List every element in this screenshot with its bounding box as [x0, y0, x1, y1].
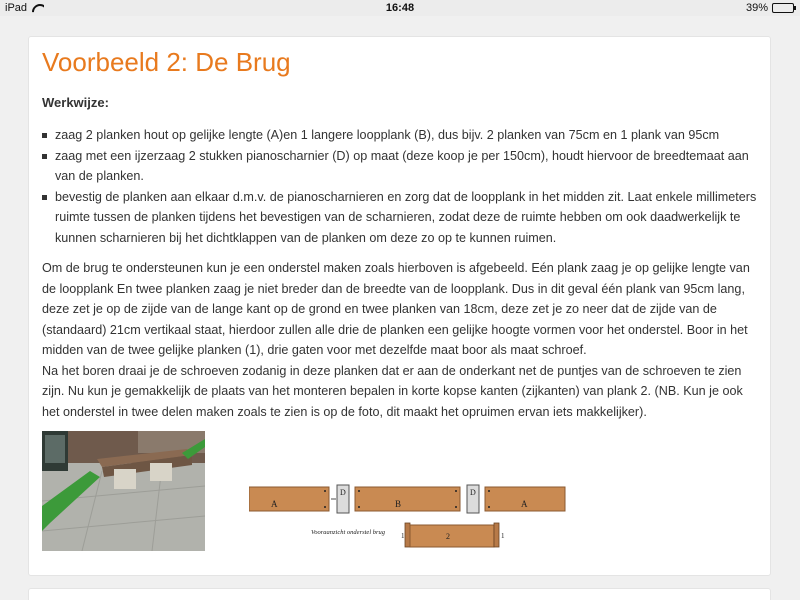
- status-time: 16:48: [385, 2, 415, 14]
- plank-a-right-label: A: [521, 499, 528, 509]
- section-heading: Werkwijze:: [42, 95, 109, 110]
- status-right: [746, 2, 794, 14]
- article-body: [42, 258, 762, 422]
- battery-percent: 39%: [745, 2, 768, 14]
- article-title: Voorbeeld 2: De Brug: [42, 47, 291, 77]
- paragraph: Na het boren draai je de schroeven zodanig in deze planken dat er aan de onderkant net de puntjes van de schroeven te zien zijn. Nu kun je gemakkelijk de plaats van het monteren bepalen in korte kopse kanten (zijkanten) van plank 2. (NB. Kun je ook het onderstel in twee delen maken zoals te zien is op de foto, dit maakt het opruimen ervan iets makkelijker).: [42, 363, 743, 419]
- bridge-diagram: [249, 477, 579, 549]
- side-left-label: 1: [401, 532, 405, 540]
- center-plank-label: 2: [446, 532, 450, 541]
- paragraph: Om de brug te ondersteunen kun je een onderstel maken zoals hierboven is afgebeeld. Eén plank zaag je op gelijke lengte van de loopplank En twee planken zaag je niet breder dan de breedte van de loopplank. Dus in dit geval één plank van 95cm lang, deze zet je op de zijde van de lange kant op de grond en twee planken van 18cm, deze zet je zo neer dat de zijde van de (standaard) 21cm vertikaal staat, hierdoor zullen alle drie de planken een gelijke hoogte vormen voor het onderstel. Boor in het midden van de twee gelijke planken (1), drie gaten voor met dezelfde maat boor als maat schroef.: [42, 261, 750, 357]
- plank-a-left-label: A: [271, 499, 278, 509]
- center-plank: [410, 525, 494, 547]
- next-card: [28, 588, 771, 600]
- status-bar: [0, 0, 800, 16]
- plank-b-label: B: [395, 499, 402, 509]
- plank-a-left: [249, 487, 329, 511]
- plank-b: [355, 487, 460, 511]
- hinge-left-label: D: [340, 488, 346, 497]
- side-right-label: 1: [501, 532, 505, 540]
- side-plank-right: [494, 523, 499, 547]
- article-card: [28, 36, 771, 576]
- step-item: bevestig de planken aan elkaar d.m.v. de pianoscharnieren en zorg dat de loopplank in het midden zit. Laat enkele millimeters ruimte tussen de planken tijdens het bevestigen van de scharnieren, zodat deze de ruimte hebben om ook daadwerkelijk te kunnen scharnieren bij het dichtklappen van de planken om deze zo op te kunnen ruimen.: [42, 187, 762, 249]
- battery-icon: [772, 3, 794, 13]
- step-item: zaag met een ijzerzaag 2 stukken pianoscharnier (D) op maat (deze koop je per 150cm), houdt hiervoor de breedtemaat aan van de planken.: [42, 146, 762, 187]
- bridge-photo: [42, 431, 205, 551]
- step-item: zaag 2 planken hout op gelijke lengte (A)en 1 langere loopplank (B), dus bijv. 2 planken van 75cm en 1 plank van 95cm: [42, 125, 762, 146]
- diagram-caption: Vooraanzicht onderstel brug: [311, 529, 386, 536]
- steps-list: [42, 125, 762, 248]
- side-plank-left: [405, 523, 410, 547]
- device-label: iPad: [5, 2, 28, 14]
- bridge-photo-image: [42, 431, 205, 551]
- hinge-right-label: D: [470, 488, 476, 497]
